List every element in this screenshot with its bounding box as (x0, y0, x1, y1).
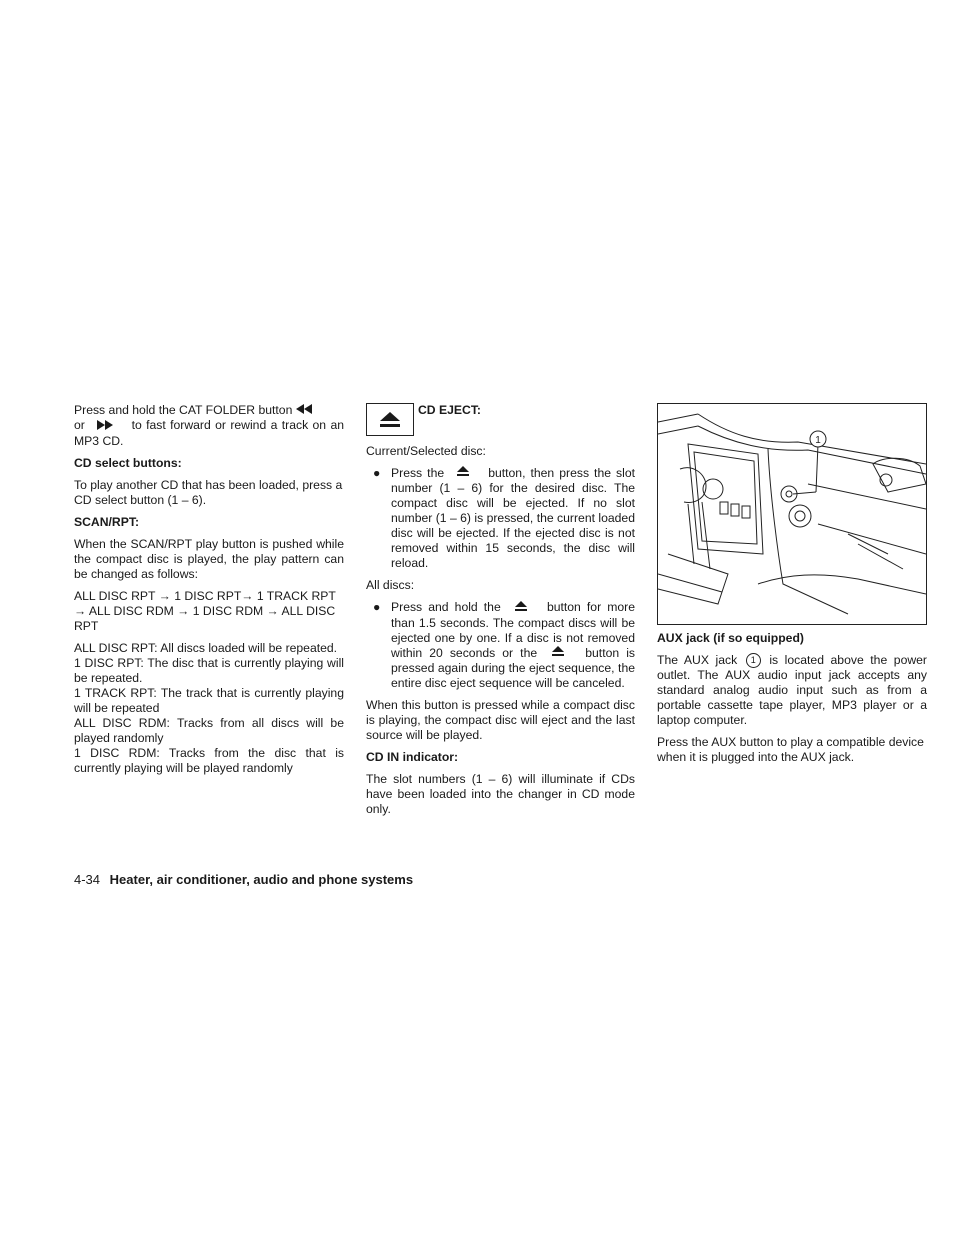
list-item: ● Press the button, then press the slot number (1 – 6) for the desired disc. The compact disc will be ejected. If no slot number (1 – 6) is pressed, the current loaded disc will be ejected. If the ejected disc is not removed within 15 seconds, the disc will reload. (373, 466, 635, 571)
current-disc-label: Current/Selected disc: (366, 444, 486, 458)
play-mode-item: ALL DISC RPT: All discs loaded will be repeated. (74, 640, 338, 655)
rewind-icon (296, 403, 314, 418)
play-pattern-sequence: ALL DISC RPT → 1 DISC RPT→ 1 TRACK RPT → ALL DISC RDM → 1 DISC RDM → ALL DISC RPT (74, 588, 336, 633)
callout-label: 1 (815, 435, 821, 446)
bullet-icon: ● (373, 600, 381, 615)
scan-rpt-text: When the SCAN/RPT play button is pushed while the compact disc is played, the play pattern can be changed as follows: (74, 536, 344, 581)
column-right (657, 403, 927, 772)
play-mode-list (74, 641, 344, 776)
play-mode-item: 1 TRACK RPT: The track that is currently playing will be repeated (74, 685, 344, 715)
section-title: Heater, air conditioner, audio and phone systems (109, 872, 414, 887)
cat-folder-paragraph: Press and hold the CAT FOLDER button or to fast forward or rewind a track on an MP3 CD. (74, 403, 345, 448)
eject-icon (457, 466, 469, 481)
column-left (74, 403, 344, 776)
cd-in-heading: CD IN indicator: (366, 749, 459, 764)
cd-select-text: To play another CD that has been loaded, press a CD select button (1 – 6). (74, 477, 343, 507)
eject-icon (552, 646, 564, 661)
cd-select-heading: CD select buttons: (74, 455, 182, 470)
all-discs-label: All discs: (366, 578, 415, 593)
play-mode-item: 1 DISC RDM: Tracks from the disc that is currently playing will be played randomly (74, 745, 344, 775)
eject-icon (366, 403, 414, 436)
cd-eject-header (366, 403, 635, 436)
scan-rpt-heading: SCAN/RPT: (74, 514, 140, 529)
list-item: ● Press and hold the button for more than 1.5 seconds. The compact discs will be ejected one by one. If a disc is not removed within 20 seconds or the button is pressed again during the eject sequence, the entire disc eject sequence will be canceled. (373, 600, 635, 690)
aux-button-text: Press the AUX button to play a compatible device when it is plugged into the AUX jack. (657, 735, 924, 765)
cd-in-text: The slot numbers (1 – 6) will illuminate if CDs have been loaded into the changer in CD mode only. (366, 771, 635, 816)
bullet-icon: ● (373, 466, 381, 480)
play-mode-item: ALL DISC RDM: Tracks from all discs will be played randomly (74, 715, 344, 745)
aux-jack-heading: AUX jack (if so equipped) (657, 631, 804, 645)
when-pressed-text: When this button is pressed while a compact disc is playing, the compact disc will eject and the last source will be played. (366, 697, 635, 742)
play-mode-item: 1 DISC RPT: The disc that is currently playing will be repeated. (74, 655, 344, 685)
aux-jack-text: The AUX jack 1 is located above the power outlet. The AUX audio input jack accepts any standard analog audio input such as from a portable cassette tape player, MP3 player or a laptop computer. (657, 653, 927, 728)
page-number: 4-34 (74, 872, 101, 887)
callout-marker: 1 (746, 653, 761, 668)
column-middle (366, 403, 635, 824)
fast-forward-icon (95, 419, 113, 434)
eject-icon (515, 601, 527, 616)
aux-jack-illustration (657, 403, 927, 625)
page-footer (74, 872, 413, 887)
cd-eject-heading: CD EJECT: (418, 403, 481, 417)
